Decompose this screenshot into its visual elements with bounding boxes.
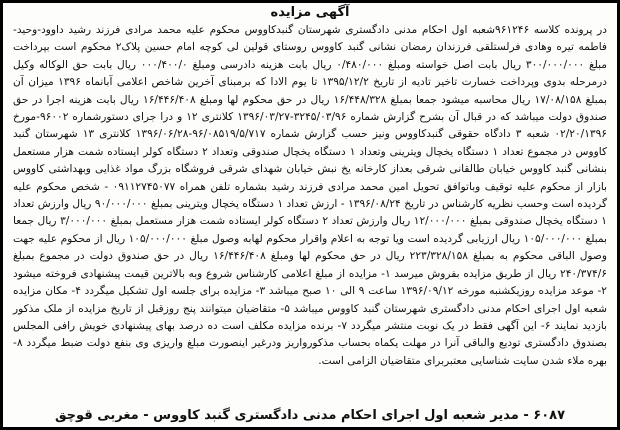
notice-footer-signature: ۶۰۸۷ - مدیر شعبه اول اجرای احکام مدنی دادگستری گنبد کاووس - مغربی قوچق <box>54 408 566 423</box>
notice-body: در پرونده کلاسه ۹۶۱۲۴۶شعبه اول احکام مدنی دادگستری شهرستان گنبدکاووس محکوم علیه محمد مرادی فرزند رشید داوود-وحید-فاطمه تیره وهادی فرلستلقی فرزندان رمضان نشانی گنبد کاووس روستای قولین لی کوچه امام حسین پلاک۲ محکوم است بپرداخت مبلغ ۳۰۰/۰۰۰/۰۰۰ ریال بابت اصل خواسته ومبلغ ۰/۴۸۰/۰۰۰ ریال بابت هزینه دادرسی ومبلغ ۰۰۰/۴۰۰/۰ ریال بابت حق الوکاله وکیل درمرحله بدوی وپرداخت خسارت تاخیر تادیه از تاریخ ۱۳۹۵/۱۲/۲ تا یوم الادا که برمبنای آخرین شاخص اعلامی آبانماه ۱۳۹۶ میزان آن بمبلغ ۱۷/۰۸/۱۵۸ ریال محاسبه میشود جمعا بمبلغ ۱۶/۴۴۸/۳۲۸ ریال در حق محکوم لها ومبلغ ۱۶/۴۴۶/۴۰۸ ریال بابت هزینه اجرا در حق صندوق دولت میباشد که در قبال آن بشرح گزارش شماره ۳۲۴۵/۰۳/۹۶-۱۳۹۶/۰۳/۲۷ کلانتری ۱۲ و درا جرای دستورشماره ۹۶۰۰۲-مورخ ۰۲/۲۰/۱۳۹۶ شعبه ۳ دادگاه حقوقی گنبدکاووس ونیز حسب گزارش شماره ۹۶/۰۸۵۱۹/۵/۷۱۷-۱۳۹۶/۰۶/۲۸ کلانتری ۱۳ شهرستان گنبد کاووس در مجموع تعداد ۱ دستگاه یخچال ویترینی وتعداد ۱ دستگاه یخچال صندوقی وتعداد ۲ دستگاه کولر ایستاده شمت هزار مستعمل بنشانی گنبد کاووس خیابان طالقانی شرقی بعداز کارخانه یخ نبش خیابان شهدای شرقی فروشگاه بزرگ مواد غذایی وبهداشتی کاووس بازار از محکوم علیه توقیف وباتوافق تحویل امین محمد مرادی فرزند رشید بشماره تلفن همراه ۰۹۱۱۲۷۴۵۰۷۷ - شخص محکوم علیه گردیده است وحسب نظریه کارشناس در تاریخ ۱۳۹۶/۰۸/۲۴ - ارزش تعداد ۱ دستگاه یخچال ویترینی بمبلغ ۹۰/۰۰۰/۰۰۰ ریال وارزش تعداد ۱ دستگاه یخچال صندوقی بمبلغ ۱۲/۰۰۰/۰۰۰ ریال وارزش تعداد ۲ دستگاه کولر ایستاده شمت هزار مستعمل بمبلغ ۳/۰۰۰/۰۰۰ ریال جمعا بمبلغ ۱۰۵/۰۰۰/۰۰۰ ریال ارزیابی گردیده است ویا توجه به اعلام واقرار محکوم لهابه وصول مبلغ ۱۰۵/۰۰۰/۰۰۰ ریال از محکوم علیه جهت وصول الباقی محکوم به بمبلغ ۲۲۳/۳۲۸/۱۵۸ ریال در حق محکوم لها ومبلغ ۱۶/۴۴۶/۴۰۸ ریال در حق صندوق دولت در مجموع بمبلغ ۲۴۰/۳۷۴/۶ ریال از طریق مزایده بفروش میرسد ۱- مزایده از مبلغ اعلامی کارشناس شروع وبه بالاترین قیمت پیشنهادی فروخته میشود ۲- موعد مزایده روزیکشنبه مورخه ۱۳۹۶/۰۹/۱۲ ساعت ۹ الی ۱۰ صبح میباشد ۳- مزایده برای جلسه اول تشکیل میگردد ۴- مکان مزایده شعبه اول اجرای احکام مدنی دادگستری شهرستان گنبد کاووس میباشد ۵- متقاضیان میتوانند پنج روزقبل از تاریخ مزایده از ملک مذکور بازدید نمایند ۶- این آگهی فقط در یک نوبت منتشر میگردد ۷- برنده مزایده مکلف است ده درصد بهای پیشنهادی خویش رافی المجلس بصندوق دادگستری تودیع والباقی آنرا در مهلت یکماه بحساب مذکورواریز ودرغیر اینصورت مبلغ واریزی وی بنفع دولت ضبط میگردد ۸- بهره ملاء شدن سایت شناسایی معتبربرای متقاضیان الزامی است. <box>13 24 608 367</box>
notice-title: آگهی مزایده <box>270 5 350 20</box>
